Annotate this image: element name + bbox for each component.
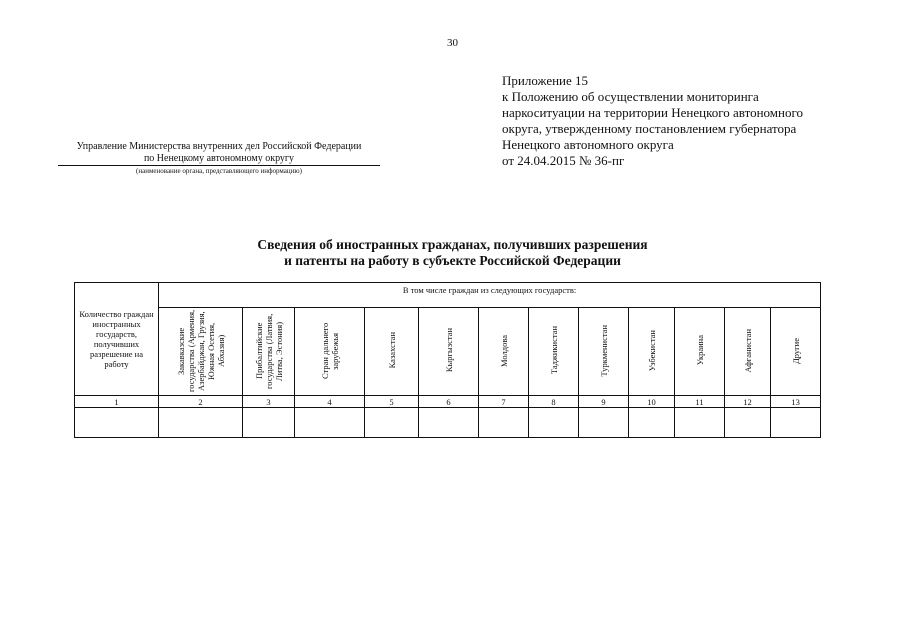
- country-header-cell: [725, 308, 771, 396]
- title-line2: и патенты на работу в субъекте Российской Федерации: [284, 253, 621, 268]
- organization-caption: (наименование органа, представляющего информацию): [136, 167, 302, 175]
- column-number: 13: [771, 396, 821, 408]
- column-number: 10: [629, 396, 675, 408]
- organization-block: [58, 141, 380, 176]
- data-cell[interactable]: [295, 408, 365, 438]
- organization-name-line1: Управление Министерства внутренних дел Российской Федерации: [76, 141, 362, 152]
- country-header: Украина: [694, 335, 705, 366]
- appendix-line: Приложение 15: [502, 73, 589, 88]
- page-number: 30: [447, 37, 458, 49]
- country-header-cell: [479, 308, 529, 396]
- country-header: Другие: [790, 337, 801, 364]
- data-cell[interactable]: [419, 408, 479, 438]
- country-header: Туркменистан: [598, 324, 609, 377]
- appendix-line: округа, утвержденному постановлением губернатора: [502, 121, 797, 136]
- country-header-cell: [365, 308, 419, 396]
- data-cell[interactable]: [529, 408, 579, 438]
- data-cell[interactable]: [159, 408, 243, 438]
- country-header-cell: [295, 308, 365, 396]
- country-header: Таджикистан: [548, 326, 559, 375]
- appendix-line: к Положению об осуществлении мониторинга: [502, 89, 759, 104]
- column-number: 4: [295, 396, 365, 408]
- data-cell[interactable]: [629, 408, 675, 438]
- data-cell[interactable]: [675, 408, 725, 438]
- country-header: Кыргызстан: [443, 328, 454, 373]
- data-cell[interactable]: [75, 408, 159, 438]
- country-header: Прибалтийские государства (Латвия, Литва, Эстония): [253, 312, 284, 389]
- column-number-row: [75, 396, 821, 408]
- report-table: [74, 282, 821, 438]
- country-header-cell: [675, 308, 725, 396]
- count-header: Количество граждан иностранных государств, получивших разрешение на работу: [79, 309, 154, 369]
- column-number: 7: [479, 396, 529, 408]
- column-number: 3: [243, 396, 295, 408]
- data-cell[interactable]: [579, 408, 629, 438]
- count-header-cell: [75, 283, 159, 396]
- organization-name-line2: по Ненецкому автономному округу: [58, 153, 380, 166]
- data-cell[interactable]: [479, 408, 529, 438]
- appendix-line: от 24.04.2015 № 36-пг: [502, 153, 625, 168]
- country-header: Афганистан: [742, 328, 753, 373]
- group-header: В том числе граждан из следующих государств:: [402, 285, 577, 295]
- country-header-cell: [419, 308, 479, 396]
- title-line1: Сведения об иностранных гражданах, получивших разрешения: [257, 237, 648, 252]
- country-header: Стран дальнего зарубежья: [319, 322, 340, 379]
- appendix-line: Ненецкого автономного округа: [502, 137, 674, 152]
- country-header: Молдова: [498, 334, 509, 367]
- country-header-cell: [579, 308, 629, 396]
- country-header-cell: [243, 308, 295, 396]
- document-title: [0, 237, 905, 269]
- country-header-cell: [771, 308, 821, 396]
- column-number: 2: [159, 396, 243, 408]
- column-number: 5: [365, 396, 419, 408]
- country-header-cell: [529, 308, 579, 396]
- country-header: Узбекистан: [646, 329, 657, 372]
- country-header: Казахстан: [386, 332, 397, 369]
- column-number: 11: [675, 396, 725, 408]
- appendix-reference: [502, 73, 862, 169]
- column-number: 6: [419, 396, 479, 408]
- data-cell[interactable]: [365, 408, 419, 438]
- appendix-line: наркоситуации на территории Ненецкого автономного: [502, 105, 803, 120]
- data-cell[interactable]: [771, 408, 821, 438]
- country-header-cell: [159, 308, 243, 396]
- country-header-cell: [629, 308, 675, 396]
- column-number: 12: [725, 396, 771, 408]
- data-row: [75, 408, 821, 438]
- group-header-cell: [159, 283, 821, 308]
- country-header: Закавказские государства (Армения, Азербайджан, Грузия, Южная Осетия, Абхазия): [175, 309, 226, 392]
- column-number: 9: [579, 396, 629, 408]
- data-cell[interactable]: [725, 408, 771, 438]
- column-number: 8: [529, 396, 579, 408]
- data-cell[interactable]: [243, 408, 295, 438]
- column-number: 1: [75, 396, 159, 408]
